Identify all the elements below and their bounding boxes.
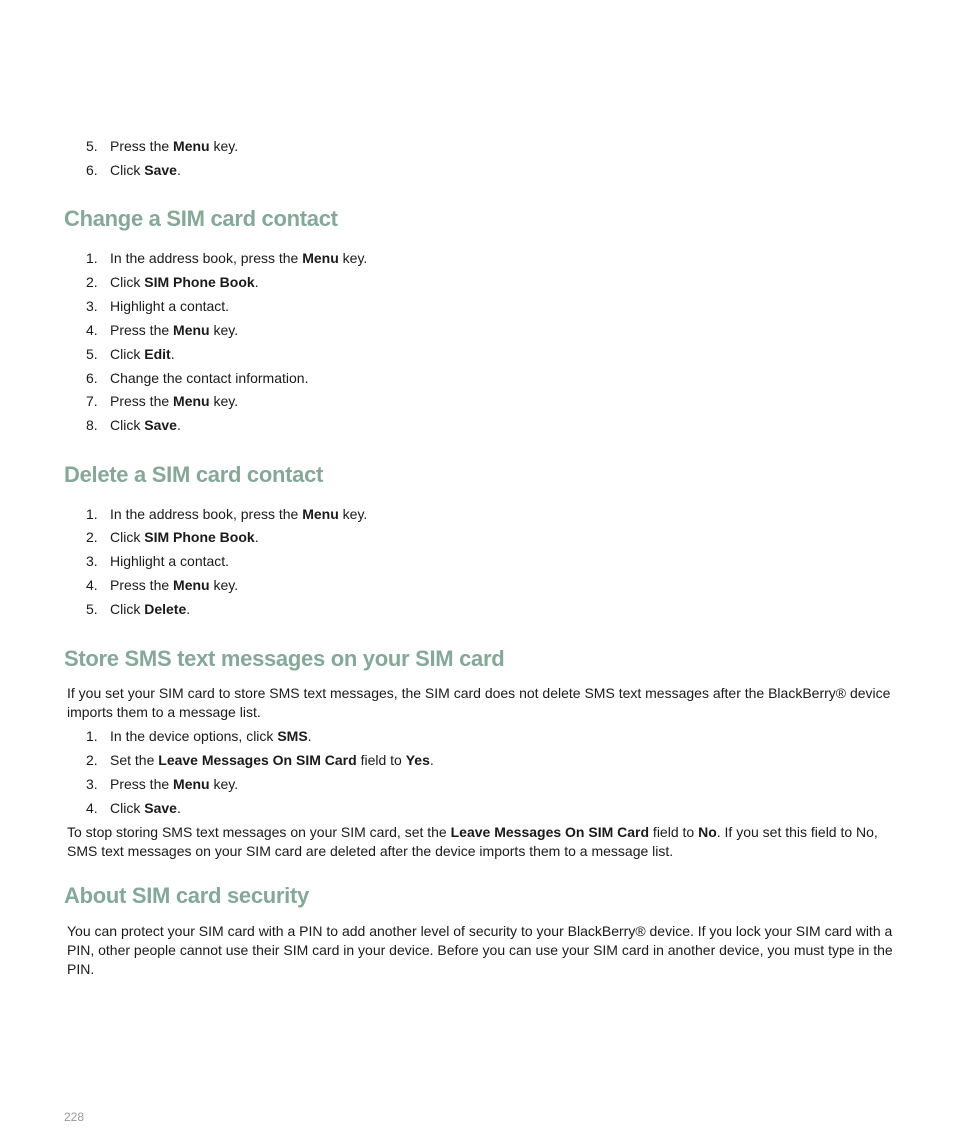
list-item: 8. Click Save. [86, 417, 181, 433]
list-item: 6. Change the contact information. [86, 370, 309, 386]
list-item: 5. Click Delete. [86, 601, 191, 617]
sim-security-body: You can protect your SIM card with a PIN to add another level of security to your BlackBerry® device. If you lock your SIM card with a PIN, other people cannot use their SIM card in your device. Before you can use your SIM card in another device, you must type in the PIN. [67, 923, 893, 977]
list-item: 4. Press the Menu key. [86, 322, 239, 338]
page-number: 228 [64, 1110, 85, 1124]
list-item: 3. Highlight a contact. [86, 298, 230, 314]
list-item: 2. Click SIM Phone Book. [86, 274, 259, 290]
list-item: 2. Set the Leave Messages On SIM Card field to Yes. [86, 752, 434, 768]
section-heading-change-contact: Change a SIM card contact [64, 206, 338, 231]
section-heading-sim-security: About SIM card security [64, 883, 309, 908]
list-item: 4. Click Save. [86, 800, 181, 816]
list-item: 1. In the device options, click SMS. [86, 728, 312, 744]
list-item: 7. Press the Menu key. [86, 393, 239, 409]
section-heading-delete-contact: Delete a SIM card contact [64, 462, 324, 487]
list-item: 2. Click SIM Phone Book. [86, 529, 259, 545]
list-item: 1. In the address book, press the Menu key. [86, 250, 368, 266]
store-sms-note: To stop storing SMS text messages on your SIM card, set the Leave Messages On SIM Card field to No. If you set this field to No, SMS text messages on your SIM card are deleted after the device imports them to a message list. [67, 824, 878, 859]
list-item: 1. In the address book, press the Menu key. [86, 506, 368, 522]
section-heading-store-sms: Store SMS text messages on your SIM card [64, 646, 505, 671]
list-item: 4. Press the Menu key. [86, 577, 239, 593]
list-item: 3. Highlight a contact. [86, 553, 230, 569]
list-item: 3. Press the Menu key. [86, 776, 239, 792]
list-item: 5. Press the Menu key. [86, 138, 239, 154]
list-item: 6. Click Save. [86, 162, 181, 178]
list-item: 5. Click Edit. [86, 346, 175, 362]
store-sms-intro: If you set your SIM card to store SMS text messages, the SIM card does not delete SMS text messages after the BlackBerry® device imports them to a message list. [67, 685, 891, 720]
